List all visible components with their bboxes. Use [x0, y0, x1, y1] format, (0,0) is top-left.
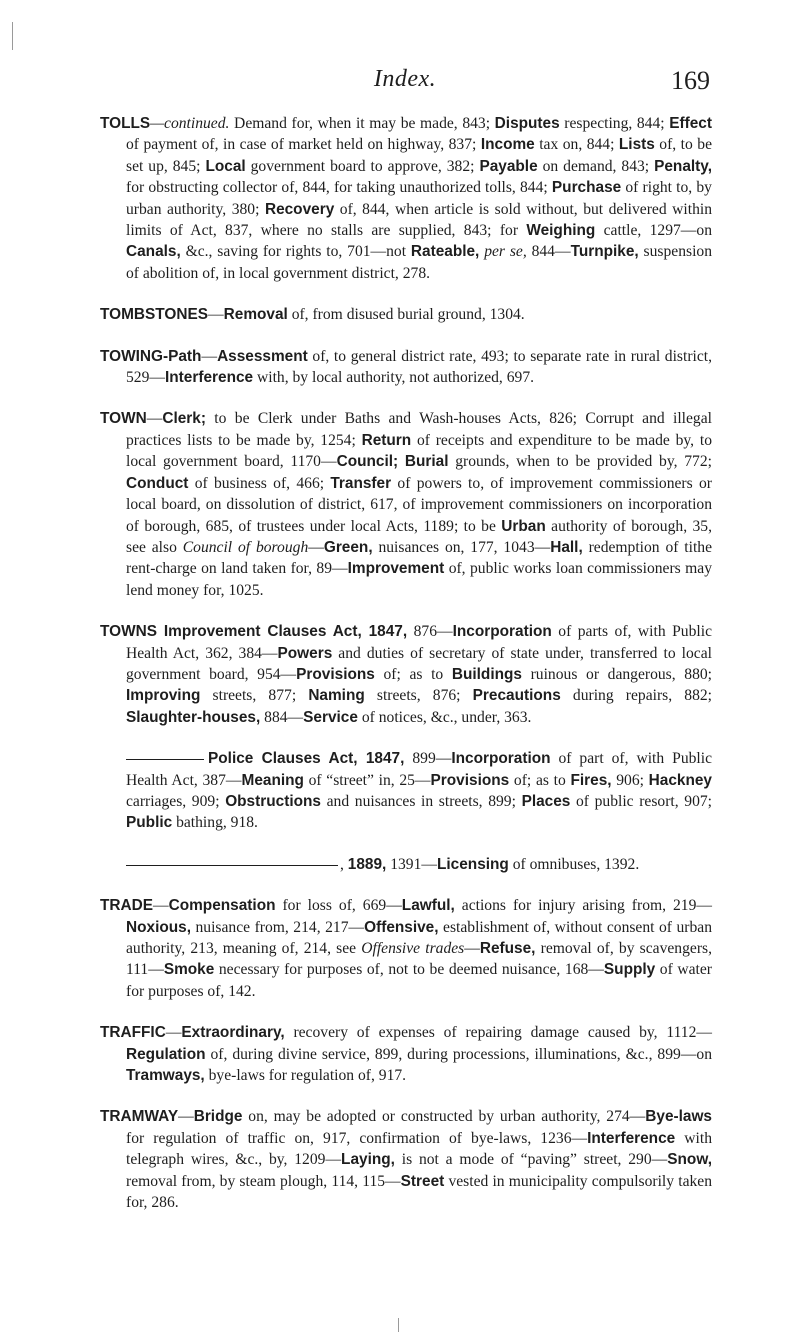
entry-text: and nuisances in streets, 899; — [320, 792, 522, 810]
entry-text: on, may be adopted or constructed by urban authority, 274— — [242, 1108, 646, 1126]
entry-text: of notices, &c., under, 363. — [357, 708, 532, 726]
entry-text: recovery of expenses of repairing damage caused by, 1112— — [284, 1024, 712, 1042]
entry-keyword: Local — [205, 157, 246, 175]
index-entries — [100, 113, 712, 1233]
entry-text — [398, 453, 405, 470]
entry-keyword: Public — [126, 814, 173, 832]
entry-keyword: Street — [400, 1172, 445, 1190]
entry-text: removal from, by steam plough, 114, 115— — [126, 1172, 401, 1190]
entry-text: authority of borough, 35, see also — [126, 517, 712, 556]
entry-text: during repairs, 882; — [560, 687, 712, 705]
entry-text: of, 844, when article is sold without, but delivered within limits of Act, 837, where no stalls are supplied, 843; for — [126, 200, 712, 240]
running-head-title: Index. — [373, 66, 437, 92]
entry-keyword: Recovery — [264, 200, 335, 218]
index-entry — [100, 1022, 712, 1086]
entry-text: 1391— — [386, 855, 437, 873]
entry-text: of, to be set up, 845; — [126, 136, 712, 175]
entry-text: redemption of tithe rent-charge on land taken for, 89— — [126, 538, 713, 578]
entry-text: of “street” in, 25— — [303, 771, 431, 789]
entry-text: 876— — [407, 623, 453, 641]
entry-text: 844— — [526, 243, 571, 261]
entry-text: of right to, by urban authority, 380; — [126, 179, 712, 218]
entry-keyword: Hall, — [550, 538, 583, 556]
entry-text: streets, 876; — [364, 687, 473, 705]
entry-keyword: Regulation — [126, 1045, 206, 1063]
entry-keyword: Precautions — [472, 687, 561, 705]
entry-keyword: Provisions — [296, 665, 375, 683]
entry-text: ruinous or dangerous, 880; — [521, 665, 712, 683]
index-entry — [100, 1106, 712, 1213]
entry-keyword: Purchase — [551, 179, 622, 197]
entry-text: — — [464, 940, 480, 957]
entry-keyword: Smoke — [163, 961, 215, 979]
entry-keyword: Service — [303, 708, 358, 726]
entry-text: establishment of, without consent of urban authority, 213, meaning of, 214, see — [126, 918, 712, 957]
entry-keyword: Supply — [603, 961, 656, 979]
entry-keyword: Refuse, — [479, 940, 536, 957]
entry-text: government board to approve, 382; — [245, 157, 480, 175]
entry-keyword: Offensive, — [364, 918, 439, 936]
entry-text: nuisance from, 214, 217— — [191, 918, 365, 936]
entry-keyword: Conduct — [126, 474, 189, 492]
entry-text: actions for injury arising from, 219— — [454, 897, 712, 915]
entry-keyword: Weighing — [526, 222, 596, 240]
entry-text: of parts of, with Public Health Act, 362, 384— — [126, 623, 712, 662]
entry-text: of water for purposes of, 142. — [126, 961, 712, 1000]
entry-keyword: Lists — [618, 136, 655, 154]
entry-keyword: Income — [480, 136, 535, 154]
entry-text: — — [153, 897, 169, 915]
entry-text: of powers to, of improvement commissioners or local board, on dissolution of district, 617, of improvement commissioners on incorporation of borough, 685, of trustees under local Acts, 1189; to be — [126, 474, 712, 535]
entry-keyword: Effect — [669, 115, 712, 132]
entry-text: for obstructing collector of, 844, for taking unauthorized tolls, 844; — [126, 179, 552, 197]
entry-text: — — [208, 306, 224, 324]
entry-text: is not a mode of “paving” street, 290— — [394, 1151, 668, 1169]
entry-keyword: TRAMWAY — [100, 1108, 179, 1126]
entry-text: of, during divine service, 899, during processions, illuminations, &c., 899—on — [205, 1045, 712, 1063]
entry-text: bye-laws for regulation of, 917. — [204, 1067, 407, 1085]
index-entry — [100, 748, 712, 834]
entry-text: — — [308, 538, 324, 556]
entry-keyword: TOWNS Improvement Clauses Act, 1847, — [100, 623, 408, 641]
ditto-rule — [126, 865, 338, 866]
entry-text: Offensive trades — [361, 940, 465, 957]
entry-text: —continued. — [150, 115, 230, 132]
entry-text: — — [146, 410, 163, 428]
entry-keyword: Assessment — [217, 347, 308, 365]
index-entry — [100, 854, 712, 875]
entry-keyword: TOWING-Path — [100, 347, 202, 365]
index-entry — [100, 895, 712, 1002]
entry-text: of payment of, in case of market held on highway, 837; — [126, 136, 481, 154]
entry-keyword: Laying, — [341, 1151, 395, 1169]
entry-text: — — [165, 1024, 182, 1042]
index-entry — [100, 621, 712, 728]
entry-text: of omnibuses, 1392. — [508, 855, 640, 873]
entry-text: nuisances on, 177, 1043— — [372, 538, 551, 556]
entry-keyword: Meaning — [241, 771, 304, 789]
entry-keyword: Interference — [164, 369, 254, 387]
entry-text: cattle, 1297—on — [595, 222, 712, 240]
entry-text: tax on, 844; — [534, 136, 619, 154]
entry-keyword: Places — [521, 792, 571, 810]
entry-keyword: Compensation — [168, 897, 276, 915]
entry-text: 899— — [404, 750, 452, 768]
entry-text: 906; — [611, 771, 649, 789]
entry-keyword: TRADE — [100, 897, 154, 915]
entry-keyword: Hackney — [648, 771, 712, 789]
entry-text: carriages, 909; — [126, 792, 226, 810]
entry-keyword: Noxious, — [126, 918, 191, 936]
entry-text: removal of, by scavengers, 111— — [126, 940, 712, 979]
entry-text: — — [201, 347, 218, 365]
entry-text: respecting, 844; — [559, 115, 670, 132]
entry-keyword: Removal — [223, 306, 288, 324]
entry-keyword: Fires, — [570, 771, 612, 789]
entry-text: for regulation of traffic on, 917, confirmation of bye-laws, 1236— — [126, 1129, 588, 1147]
entry-keyword: Powers — [277, 644, 333, 662]
entry-keyword: Canals, — [126, 243, 181, 261]
entry-text: of receipts and expenditure to be made by, to local government board, 1170— — [126, 431, 712, 471]
entry-text: of; as to — [374, 665, 452, 683]
entry-keyword: Obstructions — [225, 792, 321, 810]
entry-text: of, to general district rate, 493; to separate rate in rural district, 529— — [126, 347, 712, 387]
entry-keyword: Payable — [479, 157, 538, 175]
entry-text: of public resort, 907; — [570, 792, 713, 810]
entry-text: suspension of abolition of, in local government district, 278. — [126, 243, 712, 282]
entry-keyword: Rateable, — [410, 243, 480, 261]
entry-keyword: Disputes — [494, 115, 560, 132]
entry-keyword: Burial — [404, 453, 449, 471]
entry-keyword: Slaughter-houses, — [126, 708, 261, 726]
ditto-rule — [126, 759, 204, 760]
entry-keyword: Interference — [587, 1129, 676, 1147]
index-entry — [100, 304, 712, 325]
entry-text: of; as to — [509, 771, 571, 789]
entry-keyword: Extraordinary, — [181, 1024, 285, 1042]
page-number: 169 — [671, 66, 710, 95]
entry-text: of business of, 466; — [188, 474, 331, 492]
entry-keyword: TOWN — [100, 410, 147, 428]
entry-text: — — [178, 1108, 194, 1126]
entry-text: of, from disused burial ground, 1304. — [287, 306, 525, 324]
entry-keyword: Licensing — [437, 855, 509, 873]
entry-text: per se, — [484, 243, 527, 261]
entry-keyword: Snow, — [667, 1151, 712, 1169]
index-entry — [100, 113, 712, 284]
entry-keyword: Improvement — [347, 560, 445, 578]
index-entry — [100, 408, 712, 601]
entry-text: with telegraph wires, &c., by, 1209— — [126, 1129, 712, 1169]
entry-text: streets, 877; — [200, 687, 309, 705]
entry-text: to be Clerk under Baths and Wash-houses Acts, 826; Corrupt and illegal practices lists to be made by, 1254; — [126, 410, 712, 449]
running-head — [100, 66, 710, 102]
entry-text: , — [340, 855, 348, 873]
entry-text: of, public works loan commissioners may lend money for, 1025. — [126, 560, 712, 599]
entry-text: bathing, 918. — [172, 814, 258, 832]
entry-keyword: TRAFFIC — [100, 1024, 166, 1042]
entry-keyword: Improving — [126, 687, 201, 705]
entry-keyword: Bye-laws — [645, 1108, 712, 1126]
index-entry — [100, 346, 712, 389]
entry-keyword: Incorporation — [452, 623, 552, 641]
entry-text: vested in municipality compulsorily taken for, 286. — [126, 1172, 713, 1212]
entry-text: of part of, with Public Health Act, 387— — [126, 750, 712, 789]
entry-text: necessary for purposes of, not to be deemed nuisance, 168— — [214, 961, 604, 979]
page-edge-mark-bottom — [398, 1318, 399, 1332]
entry-keyword: Provisions — [430, 771, 510, 789]
entry-keyword: TOMBSTONES — [100, 306, 209, 324]
entry-keyword: Clerk; — [162, 410, 206, 428]
entry-keyword: Naming — [308, 687, 365, 705]
entry-keyword: Return — [361, 431, 412, 449]
entry-text: with, by local authority, not authorized, 697. — [253, 369, 535, 387]
entry-text: grounds, when to be provided by, 772; — [448, 453, 712, 471]
entry-text: Demand for, when it may be made, 843; — [229, 115, 495, 132]
entry-keyword: Tramways, — [126, 1067, 205, 1085]
entry-text: &c., saving for rights to, 701—not — [180, 243, 411, 261]
entry-keyword: Green, — [323, 538, 373, 556]
entry-text: on demand, 843; — [537, 157, 655, 175]
entry-keyword: Lawful, — [401, 897, 455, 915]
entry-keyword: Penalty, — [654, 157, 712, 175]
entry-keyword: Bridge — [193, 1108, 243, 1126]
entry-keyword: Transfer — [330, 474, 392, 492]
entry-text: for loss of, 669— — [275, 897, 402, 915]
entry-text: and duties of secretary of state under, transferred to local government board, 954— — [126, 644, 712, 683]
entry-text: 884— — [260, 708, 304, 726]
entry-keyword: Urban — [501, 517, 546, 535]
page-edge-mark — [12, 22, 13, 50]
entry-keyword: Incorporation — [451, 750, 551, 768]
entry-keyword: Council; — [336, 453, 399, 471]
entry-keyword: Police Clauses Act, 1847, — [208, 750, 405, 768]
entry-keyword: Buildings — [451, 665, 522, 683]
entry-text: Council of borough — [182, 538, 309, 556]
entry-keyword: Turnpike, — [570, 243, 639, 261]
entry-keyword: 1889, — [347, 855, 387, 873]
entry-keyword: TOLLS — [100, 115, 151, 132]
